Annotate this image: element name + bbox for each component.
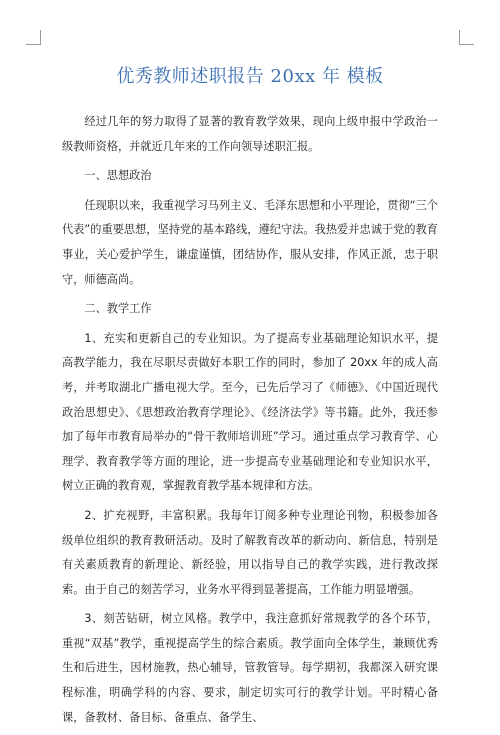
crop-mark-top-right <box>459 30 474 45</box>
teaching-paragraph-1: 1、充实和更新自己的专业知识。为了提高专业基础理论知识水平，提高教学能力，我在尽职尽责做好本职工作的同时，参加了 20xx 年的成人高考，并考取湖北广播电视大学。至今，已先后学习了《师德》、《中国近现代政治思想史》、《思想政治教育学理论》、《经济法学》等书籍。此外，我还参加了每年市教育局举办的“骨干教师培训班”学习。通过重点学习教育学、心理学、教育教学等方面的理论，进一步提高专业基础理论和专业知识水平，树立正确的教育观，掌握教育教学基本规律和方法。 <box>62 331 438 493</box>
document-body <box>62 110 438 735</box>
section-heading-ideology: 一、思想政治 <box>84 169 152 183</box>
intro-paragraph: 经过几年的努力取得了显著的教育教学效果，现向上级申报中学政治一级教师资格，并就近几年来的工作向领导述职汇报。 <box>62 115 438 153</box>
section-heading-teaching: 二、教学工作 <box>84 302 152 316</box>
teaching-paragraph-3: 3、刻苦钻研，树立风格。教学中，我注意抓好常规教学的各个环节，重视“双基”教学，重视提高学生的综合素质。教学面向全体学生，兼顾优秀生和后进生，因材施教，热心辅导，管教管导。每学期初，我都深入研究课程标准，明确学科的内容、要求，制定切实可行的教学计划。平时精心备课，备教材、备目标、备重点、备学生、 <box>62 612 438 724</box>
ideology-paragraph: 任现职以来，我重视学习马列主义、毛泽东思想和小平理论，贯彻“三个代表”的重要思想，坚持党的基本路线，遵纪守法。我热爱并忠诚于党的教育事业，关心爱护学生，谦虚谨慎，团结协作，服从安排，作风正派，忠于职守，师德高尚。 <box>62 198 438 286</box>
document-title: 优秀教师述职报告 20xx 年 模板 <box>116 66 384 87</box>
crop-mark-top-left <box>26 30 41 45</box>
teaching-paragraph-2: 2、扩充视野，丰富积累。我每年订阅多种专业理论刊物，积极参加各级单位组织的教育教研活动。及时了解教育改革的新动向、新信息，特别是有关素质教育的新理论、新经验，用以指导自己的教学实践，进行教改探索。由于自己的刻苦学习，业务水平得到显著提高，工作能力明显增强。 <box>62 508 438 596</box>
